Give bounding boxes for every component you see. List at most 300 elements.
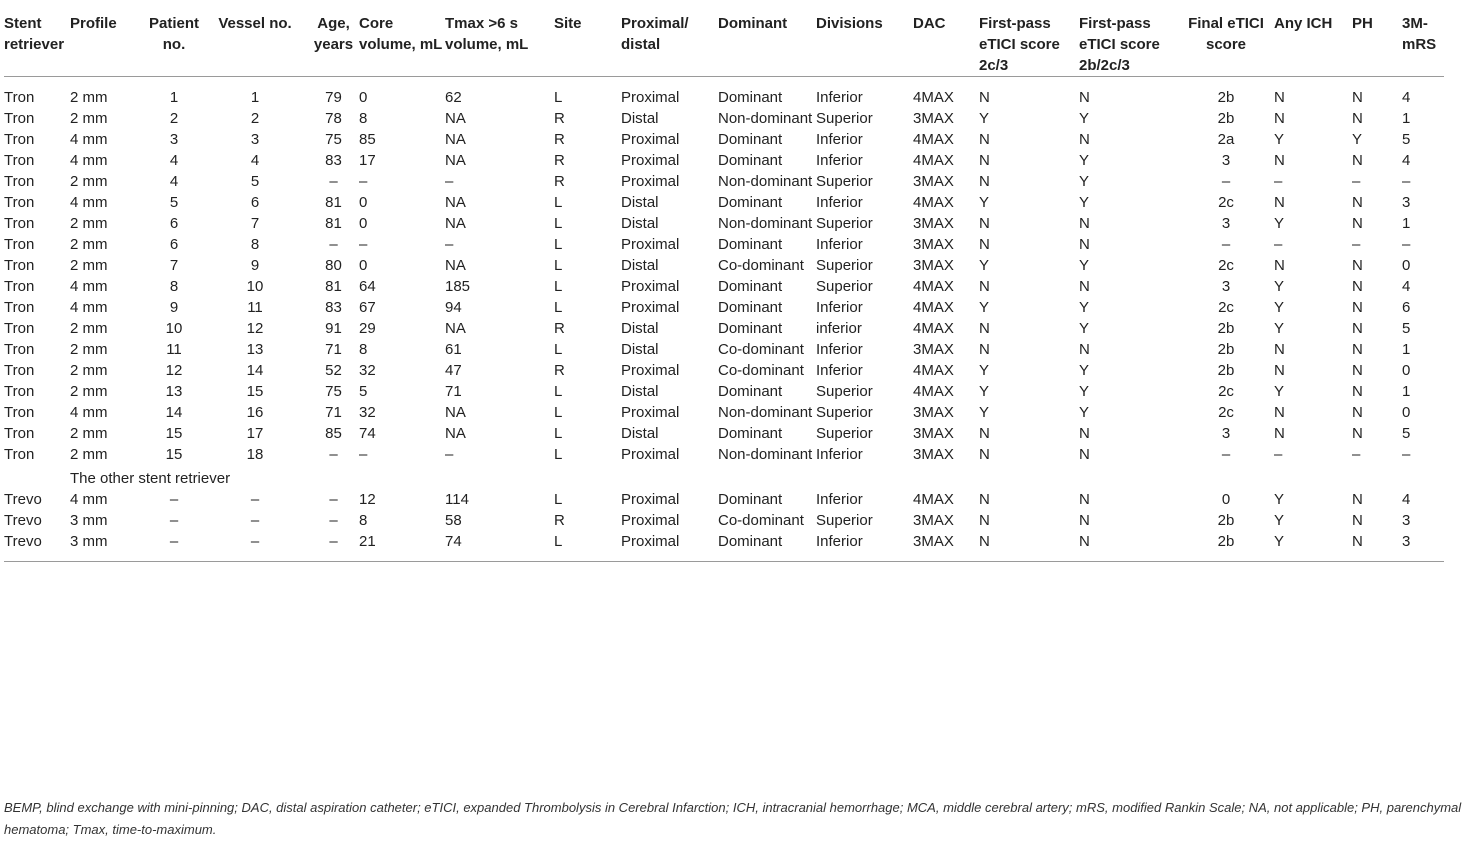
cell-tmax: 185 bbox=[445, 278, 471, 295]
cell-site: L bbox=[554, 404, 563, 421]
cell-core: 0 bbox=[359, 257, 368, 274]
cell-profile: 2 mm bbox=[70, 446, 108, 463]
cell-age: 81 bbox=[325, 194, 342, 211]
cell-divisions: Inferior bbox=[816, 491, 863, 508]
cell-tmax: – bbox=[445, 173, 454, 190]
cell-patient: 6 bbox=[169, 215, 179, 232]
cell-prox: Proximal bbox=[621, 131, 680, 148]
cell-fp2: N bbox=[1079, 512, 1090, 529]
cell-patient: 15 bbox=[165, 446, 183, 463]
cell-vessel: 2 bbox=[250, 110, 260, 127]
cell-profile: 2 mm bbox=[70, 173, 108, 190]
cell-patient: 4 bbox=[169, 152, 179, 169]
cell-ich: Y bbox=[1274, 299, 1285, 316]
cell-fp2: Y bbox=[1079, 257, 1090, 274]
cell-ph: N bbox=[1352, 512, 1363, 529]
cell-mrs: – bbox=[1402, 173, 1411, 190]
cell-dominant: Dominant bbox=[718, 131, 783, 148]
cell-site: R bbox=[554, 152, 565, 169]
cell-age: – bbox=[329, 236, 338, 253]
cell-tmax: 58 bbox=[445, 512, 462, 529]
table-row bbox=[4, 276, 1444, 297]
cell-dominant: Non-dominant bbox=[718, 446, 813, 463]
cell-dominant: Non-dominant bbox=[718, 173, 813, 190]
cell-divisions: Inferior bbox=[816, 362, 863, 379]
table-row bbox=[4, 234, 1444, 255]
cell-fp2: N bbox=[1079, 236, 1090, 253]
cell-ph: Y bbox=[1352, 131, 1363, 148]
cell-prox: Distal bbox=[621, 425, 659, 442]
cell-tmax: NA bbox=[445, 110, 466, 127]
cell-fp2: N bbox=[1079, 425, 1090, 442]
cell-age: – bbox=[329, 446, 338, 463]
cell-profile: 2 mm bbox=[70, 89, 108, 106]
cell-dominant: Co-dominant bbox=[718, 257, 804, 274]
table-header bbox=[4, 0, 1444, 77]
cell-profile: 4 mm bbox=[70, 404, 108, 421]
cell-prox: Proximal bbox=[621, 512, 680, 529]
table-row bbox=[4, 255, 1444, 276]
cell-dac: 3MAX bbox=[913, 173, 954, 190]
cell-ph: N bbox=[1352, 362, 1363, 379]
cell-fp2: N bbox=[1079, 215, 1090, 232]
column-header-dominant: Dominant bbox=[718, 0, 816, 77]
table-row bbox=[4, 318, 1444, 339]
cell-age: 79 bbox=[325, 89, 342, 106]
cell-divisions: Inferior bbox=[816, 341, 863, 358]
table-row bbox=[4, 444, 1444, 465]
cell-age: 75 bbox=[325, 131, 342, 148]
cell-stent: Tron bbox=[4, 383, 35, 400]
cell-age: – bbox=[329, 173, 338, 190]
cell-patient: 8 bbox=[169, 278, 179, 295]
cell-prox: Distal bbox=[621, 341, 659, 358]
cell-patient: 1 bbox=[169, 89, 179, 106]
cell-fp2: Y bbox=[1079, 362, 1090, 379]
cell-prox: Distal bbox=[621, 257, 659, 274]
cell-divisions: Superior bbox=[816, 110, 873, 127]
cell-age: 78 bbox=[325, 110, 342, 127]
cell-stent: Tron bbox=[4, 320, 35, 337]
cell-patient: 4 bbox=[169, 173, 179, 190]
cell-ph: N bbox=[1352, 383, 1363, 400]
cell-ph: N bbox=[1352, 425, 1363, 442]
cell-age: 81 bbox=[325, 215, 342, 232]
cell-ph: N bbox=[1352, 341, 1363, 358]
cell-mrs: 4 bbox=[1402, 152, 1411, 169]
cell-divisions: Superior bbox=[816, 173, 873, 190]
cell-fp1: N bbox=[979, 278, 990, 295]
cell-vessel: 10 bbox=[246, 278, 264, 295]
cell-profile: 2 mm bbox=[70, 215, 108, 232]
cell-prox: Distal bbox=[621, 383, 659, 400]
cell-profile: 2 mm bbox=[70, 257, 108, 274]
cell-core: 74 bbox=[359, 425, 376, 442]
cell-profile: 4 mm bbox=[70, 278, 108, 295]
cell-tmax: – bbox=[445, 446, 454, 463]
cell-prox: Proximal bbox=[621, 446, 680, 463]
cell-vessel: 14 bbox=[246, 362, 264, 379]
cell-dominant: Co-dominant bbox=[718, 341, 804, 358]
cell-divisions: Inferior bbox=[816, 152, 863, 169]
cell-fp1: N bbox=[979, 446, 990, 463]
cell-dominant: Non-dominant bbox=[718, 215, 813, 232]
cell-dac: 3MAX bbox=[913, 215, 954, 232]
cell-divisions: Superior bbox=[816, 383, 873, 400]
cell-final: 3 bbox=[1221, 152, 1231, 169]
cell-dominant: Non-dominant bbox=[718, 110, 813, 127]
cell-fp2: Y bbox=[1079, 110, 1090, 127]
cell-mrs: 3 bbox=[1402, 512, 1411, 529]
cell-dac: 4MAX bbox=[913, 383, 954, 400]
cell-tmax: 74 bbox=[445, 531, 554, 562]
cell-divisions: Inferior bbox=[816, 236, 863, 253]
cell-fp1: N bbox=[979, 531, 1079, 562]
table-row bbox=[4, 150, 1444, 171]
cell-stent: Tron bbox=[4, 257, 35, 274]
cell-core: 32 bbox=[359, 362, 376, 379]
cell-ph: N bbox=[1352, 320, 1363, 337]
cell-site: L bbox=[554, 425, 563, 442]
cell-core: 17 bbox=[359, 152, 376, 169]
cell-dominant: Dominant bbox=[718, 491, 783, 508]
cell-patient: 6 bbox=[169, 236, 179, 253]
cell-tmax: NA bbox=[445, 425, 466, 442]
cell-final: 2b bbox=[1217, 341, 1235, 358]
cell-prox: Proximal bbox=[621, 152, 680, 169]
cell-final: 3 bbox=[1221, 425, 1231, 442]
cell-fp2: N bbox=[1079, 531, 1178, 562]
cell-fp2: Y bbox=[1079, 383, 1090, 400]
cell-ich: N bbox=[1274, 404, 1285, 421]
cell-stent: Trevo bbox=[4, 491, 42, 508]
cell-fp1: N bbox=[979, 341, 990, 358]
column-header-tmax: Tmax >6 s volume, mL bbox=[445, 0, 554, 77]
cell-vessel: 9 bbox=[250, 257, 260, 274]
cell-tmax: NA bbox=[445, 257, 466, 274]
cell-stent: Tron bbox=[4, 194, 35, 211]
cell-dominant: Dominant bbox=[718, 320, 783, 337]
cell-dominant: Co-dominant bbox=[718, 512, 804, 529]
cell-divisions: Superior bbox=[816, 215, 873, 232]
column-header-age: Age, years bbox=[308, 0, 359, 77]
header-row bbox=[4, 0, 1444, 77]
cell-divisions: Inferior bbox=[816, 299, 863, 316]
cell-ph: N bbox=[1352, 152, 1363, 169]
cell-vessel: – bbox=[202, 531, 308, 562]
cell-fp1: N bbox=[979, 131, 990, 148]
cell-profile: 2 mm bbox=[70, 320, 108, 337]
cell-final: 2b bbox=[1217, 110, 1235, 127]
column-header-patient: Patient no. bbox=[146, 0, 202, 77]
cell-dac: 3MAX bbox=[913, 531, 979, 562]
cell-dominant: Dominant bbox=[718, 89, 783, 106]
table-row bbox=[4, 339, 1444, 360]
cell-ich: Y bbox=[1274, 512, 1285, 529]
table-row bbox=[4, 423, 1444, 444]
cell-fp2: N bbox=[1079, 491, 1090, 508]
cell-core: 67 bbox=[359, 299, 376, 316]
cell-stent: Tron bbox=[4, 278, 35, 295]
cell-core: 21 bbox=[359, 531, 445, 562]
column-header-prox: Proximal/ distal bbox=[621, 0, 718, 77]
cell-vessel: 17 bbox=[246, 425, 264, 442]
cell-final: 2b bbox=[1217, 362, 1235, 379]
cell-final: 2c bbox=[1218, 383, 1234, 400]
cell-dac: 3MAX bbox=[913, 425, 954, 442]
cell-prox: Proximal bbox=[621, 531, 718, 562]
cell-tmax: NA bbox=[445, 194, 466, 211]
table-row bbox=[4, 360, 1444, 381]
cell-mrs: 5 bbox=[1402, 425, 1411, 442]
cell-fp1: Y bbox=[979, 110, 990, 127]
cell-vessel: 13 bbox=[246, 341, 264, 358]
cell-patient: 7 bbox=[169, 257, 179, 274]
cell-divisions: Superior bbox=[816, 425, 873, 442]
cell-patient: 10 bbox=[165, 320, 183, 337]
cell-mrs: 1 bbox=[1402, 110, 1411, 127]
cell-site: L bbox=[554, 383, 563, 400]
cell-age: 83 bbox=[325, 299, 342, 316]
cell-stent: Trevo bbox=[4, 531, 70, 562]
cell-core: – bbox=[359, 446, 368, 463]
cell-ph: N bbox=[1352, 278, 1363, 295]
table-row bbox=[4, 108, 1444, 129]
cell-divisions: inferior bbox=[816, 320, 862, 337]
cell-dac: 4MAX bbox=[913, 491, 954, 508]
cell-ich: N bbox=[1274, 110, 1285, 127]
cell-ph: – bbox=[1352, 446, 1361, 463]
cell-vessel: 6 bbox=[250, 194, 260, 211]
cell-tmax: 71 bbox=[445, 383, 462, 400]
table-row bbox=[4, 510, 1444, 531]
cell-ph: N bbox=[1352, 110, 1363, 127]
cell-profile: 2 mm bbox=[70, 362, 108, 379]
cell-ich: – bbox=[1274, 173, 1283, 190]
cell-mrs: 4 bbox=[1402, 491, 1411, 508]
cell-final: 2a bbox=[1217, 131, 1235, 148]
cell-mrs: 5 bbox=[1402, 131, 1411, 148]
cell-patient: – bbox=[169, 512, 179, 529]
cell-fp2: Y bbox=[1079, 299, 1090, 316]
cell-dac: 3MAX bbox=[913, 446, 954, 463]
cell-final: 2b bbox=[1217, 512, 1235, 529]
cell-ich: Y bbox=[1274, 320, 1285, 337]
cell-stent: Tron bbox=[4, 236, 35, 253]
cell-stent: Tron bbox=[4, 152, 35, 169]
cell-prox: Distal bbox=[621, 110, 659, 127]
data-table bbox=[4, 0, 1444, 562]
column-header-dac: DAC bbox=[913, 0, 979, 77]
cell-ich: Y bbox=[1274, 531, 1352, 562]
section-row bbox=[4, 465, 1444, 489]
cell-mrs: 4 bbox=[1402, 278, 1411, 295]
cell-profile: 4 mm bbox=[70, 152, 108, 169]
cell-site: L bbox=[554, 236, 563, 253]
cell-divisions: Superior bbox=[816, 404, 873, 421]
cell-patient: 14 bbox=[165, 404, 183, 421]
column-header-site: Site bbox=[554, 0, 621, 77]
cell-mrs: 1 bbox=[1402, 215, 1411, 232]
cell-dominant: Dominant bbox=[718, 236, 783, 253]
cell-tmax: NA bbox=[445, 152, 466, 169]
cell-dominant: Dominant bbox=[718, 425, 783, 442]
cell-fp2: Y bbox=[1079, 152, 1090, 169]
cell-stent: Tron bbox=[4, 404, 35, 421]
table-row bbox=[4, 213, 1444, 234]
cell-ph: – bbox=[1352, 173, 1361, 190]
cell-vessel: 7 bbox=[250, 215, 260, 232]
cell-ich: N bbox=[1274, 425, 1285, 442]
cell-ich: Y bbox=[1274, 383, 1285, 400]
cell-patient: 13 bbox=[165, 383, 183, 400]
cell-fp1: Y bbox=[979, 257, 990, 274]
cell-dominant: Non-dominant bbox=[718, 404, 813, 421]
cell-vessel: 3 bbox=[250, 131, 260, 148]
cell-age: 71 bbox=[325, 404, 342, 421]
cell-dac: 3MAX bbox=[913, 404, 954, 421]
cell-profile: 3 mm bbox=[70, 512, 108, 529]
cell-site: L bbox=[554, 531, 621, 562]
cell-core: 0 bbox=[359, 194, 368, 211]
cell-age: 85 bbox=[325, 425, 342, 442]
cell-divisions: Superior bbox=[816, 278, 873, 295]
cell-fp1: N bbox=[979, 425, 990, 442]
cell-ich: – bbox=[1274, 446, 1283, 463]
column-header-profile: Profile bbox=[70, 0, 146, 77]
cell-dac: 3MAX bbox=[913, 236, 954, 253]
cell-fp2: Y bbox=[1079, 194, 1090, 211]
cell-prox: Proximal bbox=[621, 299, 680, 316]
cell-fp2: N bbox=[1079, 341, 1090, 358]
cell-ph: N bbox=[1352, 404, 1363, 421]
cell-stent: Tron bbox=[4, 110, 35, 127]
cell-fp2: N bbox=[1079, 89, 1090, 106]
cell-vessel: 11 bbox=[247, 299, 263, 316]
cell-dac: 4MAX bbox=[913, 362, 954, 379]
cell-divisions: Inferior bbox=[816, 446, 863, 463]
cell-mrs: 6 bbox=[1402, 299, 1411, 316]
cell-final: 3 bbox=[1221, 278, 1231, 295]
column-header-mrs: 3M-mRS bbox=[1402, 0, 1444, 77]
cell-site: L bbox=[554, 446, 563, 463]
cell-vessel: – bbox=[250, 512, 260, 529]
cell-final: 2c bbox=[1218, 404, 1234, 421]
table-row bbox=[4, 402, 1444, 423]
cell-dac: 3MAX bbox=[913, 110, 954, 127]
cell-fp1: Y bbox=[979, 404, 990, 421]
table-row bbox=[4, 297, 1444, 318]
cell-age: 91 bbox=[325, 320, 342, 337]
cell-stent: Tron bbox=[4, 131, 35, 148]
cell-fp2: N bbox=[1079, 131, 1090, 148]
table-row bbox=[4, 381, 1444, 402]
cell-age: 75 bbox=[325, 383, 342, 400]
cell-fp1: N bbox=[979, 173, 990, 190]
cell-dac: 4MAX bbox=[913, 299, 954, 316]
table-row bbox=[4, 489, 1444, 510]
cell-tmax: NA bbox=[445, 404, 466, 421]
cell-prox: Distal bbox=[621, 215, 659, 232]
cell-mrs: 3 bbox=[1402, 194, 1411, 211]
cell-core: 8 bbox=[359, 341, 368, 358]
cell-vessel: 12 bbox=[246, 320, 264, 337]
cell-dac: 3MAX bbox=[913, 512, 954, 529]
cell-prox: Distal bbox=[621, 194, 659, 211]
cell-fp2: N bbox=[1079, 446, 1090, 463]
cell-mrs: 0 bbox=[1402, 257, 1411, 274]
cell-dominant: Dominant bbox=[718, 531, 816, 562]
cell-site: R bbox=[554, 110, 565, 127]
cell-mrs: 0 bbox=[1402, 362, 1411, 379]
cell-prox: Distal bbox=[621, 320, 659, 337]
cell-ich: N bbox=[1274, 257, 1285, 274]
cell-ich: Y bbox=[1274, 215, 1285, 232]
cell-patient: 12 bbox=[165, 362, 183, 379]
cell-mrs: 0 bbox=[1402, 404, 1411, 421]
cell-profile: 2 mm bbox=[70, 341, 108, 358]
cell-tmax: NA bbox=[445, 215, 466, 232]
cell-tmax: 62 bbox=[445, 89, 462, 106]
column-header-stent: Stent retriever bbox=[4, 0, 70, 77]
cell-final: – bbox=[1221, 173, 1231, 190]
cell-site: R bbox=[554, 512, 565, 529]
cell-final: – bbox=[1221, 236, 1231, 253]
cell-prox: Proximal bbox=[621, 362, 680, 379]
cell-vessel: 18 bbox=[246, 446, 264, 463]
cell-site: L bbox=[554, 491, 563, 508]
cell-dac: 4MAX bbox=[913, 194, 954, 211]
cell-patient: 5 bbox=[169, 194, 179, 211]
cell-patient: 3 bbox=[169, 131, 179, 148]
cell-final: – bbox=[1221, 446, 1231, 463]
cell-core: 12 bbox=[359, 491, 376, 508]
cell-fp1: Y bbox=[979, 362, 990, 379]
cell-profile: 2 mm bbox=[70, 383, 108, 400]
cell-mrs: 1 bbox=[1402, 383, 1411, 400]
cell-core: 64 bbox=[359, 278, 376, 295]
cell-dac: 4MAX bbox=[913, 152, 954, 169]
column-header-core: Core volume, mL bbox=[359, 0, 445, 77]
cell-mrs: – bbox=[1402, 446, 1411, 463]
cell-divisions: Inferior bbox=[816, 131, 863, 148]
cell-core: 8 bbox=[359, 512, 368, 529]
cell-dominant: Co-dominant bbox=[718, 362, 804, 379]
cell-ph: N bbox=[1352, 194, 1363, 211]
cell-site: R bbox=[554, 320, 565, 337]
cell-final: 2c bbox=[1218, 257, 1234, 274]
column-header-divisions: Divisions bbox=[816, 0, 913, 77]
cell-ich: Y bbox=[1274, 131, 1285, 148]
cell-patient: 2 bbox=[169, 110, 179, 127]
cell-core: – bbox=[359, 173, 368, 190]
table-footnote: BEMP, blind exchange with mini-pinning; DAC, distal aspiration catheter; eTICI, expanded Thrombolysis in Cerebral Infarction; ICH, intracranial hemorrhage; MCA, middle cerebral artery; mRS, modified Rankin Scale; NA, not applicable; PH, parenchymal hematoma; Tmax, time-to-maximum. bbox=[4, 800, 1462, 837]
cell-tmax: 94 bbox=[445, 299, 462, 316]
cell-age: – bbox=[329, 491, 338, 508]
cell-site: L bbox=[554, 341, 563, 358]
cell-age: 81 bbox=[325, 278, 342, 295]
cell-tmax: 61 bbox=[445, 341, 462, 358]
table-row bbox=[4, 77, 1444, 109]
table-body bbox=[4, 77, 1444, 562]
cell-ich: N bbox=[1274, 194, 1285, 211]
column-header-fp1: First-pass eTICI score 2c/3 bbox=[979, 0, 1079, 77]
cell-final: 0 bbox=[1221, 491, 1231, 508]
cell-fp1: N bbox=[979, 236, 990, 253]
cell-ph: N bbox=[1352, 215, 1363, 232]
cell-prox: Proximal bbox=[621, 236, 680, 253]
cell-core: 32 bbox=[359, 404, 376, 421]
